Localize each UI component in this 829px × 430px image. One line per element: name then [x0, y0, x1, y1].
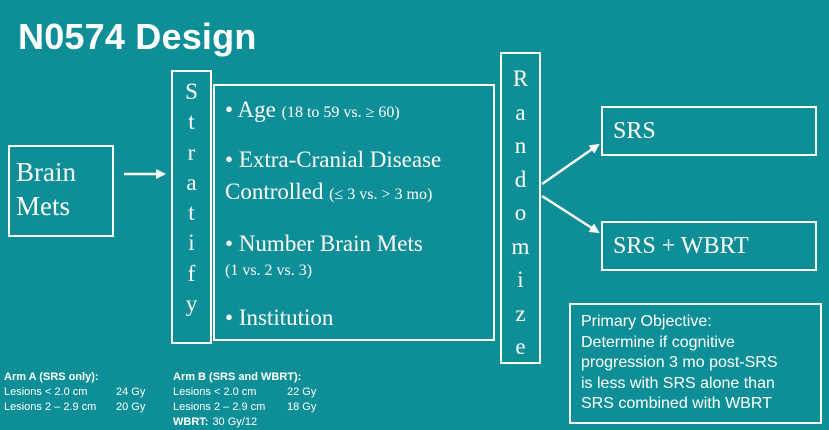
- factor-age-bullet: •: [225, 97, 234, 122]
- stratify-letter-3: r: [187, 139, 196, 165]
- stratify-letter-1: S: [185, 79, 198, 104]
- factor-number-label: Number Brain Mets: [238, 231, 423, 256]
- stratify-letter-6: i: [188, 230, 195, 256]
- randomize-letter-3: n: [514, 133, 527, 158]
- arm-b-row-1-dose: 22 Gy: [287, 386, 317, 398]
- factor-extra-cranial-label-1: Extra-Cranial Disease: [238, 147, 442, 172]
- srs-arm-label: SRS: [613, 118, 656, 144]
- arm-b-title: Arm B (SRS and WBRT):: [173, 371, 302, 383]
- objective-line-5: SRS combined with WBRT: [581, 395, 772, 412]
- factor-institution-label: Institution: [238, 305, 334, 330]
- randomize-letter-8: z: [515, 300, 526, 326]
- arm-b-row-2-label: Lesions 2 – 2.9 cm: [173, 401, 266, 413]
- randomize-letter-9: e: [515, 334, 526, 359]
- brain-mets-line-1: Brain: [16, 157, 76, 187]
- stratify-letter-2: t: [188, 109, 195, 135]
- stratify-letter-4: a: [186, 169, 197, 195]
- factor-number-detail: (1 vs. 2 vs. 3): [225, 262, 313, 279]
- randomize-letter-4: d: [514, 166, 527, 192]
- randomize-letter-1: R: [512, 66, 529, 91]
- arm-b-row-3-label: WBRT:: [173, 416, 209, 428]
- arm-a-row-1-dose: 24 Gy: [116, 386, 146, 398]
- arm-a-title: Arm A (SRS only):: [4, 371, 99, 383]
- randomize-letter-5: o: [514, 200, 527, 225]
- srs-wbrt-arm-label: SRS + WBRT: [613, 233, 749, 259]
- arm-a-row-2-label: Lesions 2 – 2.9 cm: [4, 401, 97, 413]
- objective-line-3: progression 3 mo post-SRS: [581, 354, 778, 371]
- randomize-letter-7: i: [517, 267, 524, 292]
- arm-b-row-1-label: Lesions < 2.0 cm: [173, 386, 257, 398]
- randomize-letter-6: m: [511, 233, 530, 259]
- stratify-letter-8: y: [185, 291, 198, 317]
- arm-b-row-2-dose: 18 Gy: [287, 401, 317, 413]
- objective-line-4: is less with SRS alone than: [581, 374, 775, 392]
- arm-a-row-1-label: Lesions < 2.0 cm: [4, 386, 88, 398]
- arm-b-row-3-dose: 30 Gy/12: [212, 416, 258, 428]
- factor-age-label: Age: [237, 97, 276, 122]
- factor-number-bullet: •: [225, 231, 234, 256]
- factor-institution-bullet: •: [225, 305, 234, 330]
- factor-extra-cranial-bullet: •: [225, 147, 234, 172]
- factor-age-detail: (18 to 59 vs. ≥ 60): [281, 104, 400, 121]
- factor-extra-cranial-detail: (≤ 3 vs. > 3 mo): [329, 186, 433, 203]
- arrow-to-srs: [542, 145, 598, 184]
- stratify-letter-5: t: [188, 200, 195, 226]
- brain-mets-line-2: Mets: [16, 191, 70, 221]
- objective-line-1: Primary Objective:: [581, 313, 712, 330]
- arm-a-row-2-dose: 20 Gy: [116, 401, 146, 413]
- arrow-to-srs-wbrt: [542, 196, 598, 232]
- factor-extra-cranial-label-2: Controlled: [225, 179, 324, 204]
- stratify-letter-7: f: [187, 260, 196, 286]
- objective-line-2: Determine if cognitive: [581, 333, 735, 351]
- randomize-letter-2: a: [515, 99, 526, 125]
- page-title: N0574 Design: [18, 16, 257, 57]
